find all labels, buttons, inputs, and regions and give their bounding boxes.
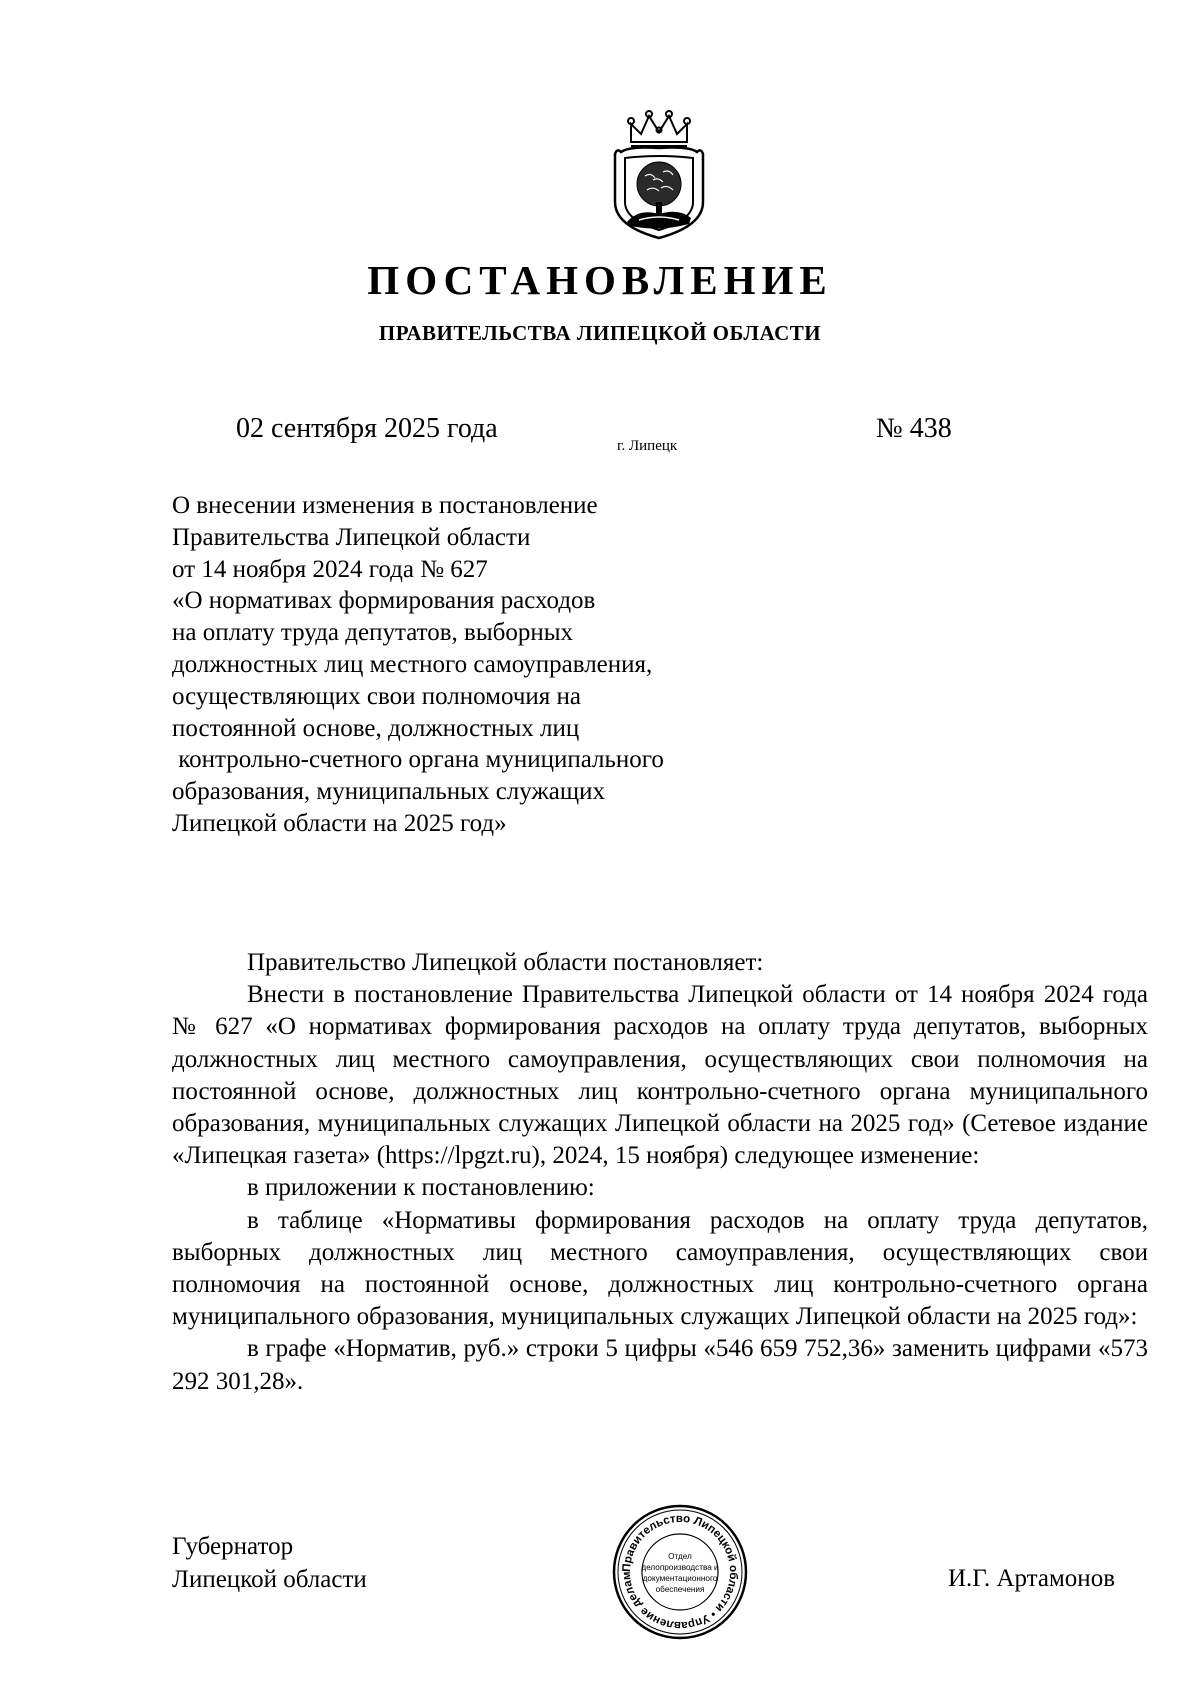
coat-of-arms-icon <box>609 110 709 242</box>
seal-outer-text: Правительство Липецкой области • Управление делам <box>620 1512 740 1632</box>
document-number: № 438 <box>876 413 952 444</box>
official-seal-icon <box>612 1504 748 1640</box>
subject-line: осуществляющих свои полномочия на <box>172 682 582 710</box>
subject-line: должностных лиц местного самоуправления, <box>172 650 653 678</box>
body-paragraph: Внести в постановление Правительства Липецкой области от 14 ноября 2024 года № 627 «О нормативах формирования расходов на оплату труда депутатов, выборных должностных лиц местного самоуправления, осуществляющих свои полномочия на постоянной основе, должностных лиц контрольно-счетного органа муниципального образования, муниципальных служащих Липецкой области на 2025 год» (Сетевое издание «Липецкая газета» (https://lpgzt.ru), 2024, 15 ноября) следующее изменение: <box>172 981 1148 1170</box>
signatory-title <box>172 1530 367 1596</box>
seal-inner-text: обеспечения <box>655 1585 705 1594</box>
document-subject <box>172 490 792 840</box>
seal-inner-text: делопроизводства и <box>641 1563 719 1572</box>
document-subtitle: ПРАВИТЕЛЬСТВА ЛИПЕЦКОЙ ОБЛАСТИ <box>378 321 822 345</box>
subject-line: Правительства Липецкой области <box>172 523 531 551</box>
subject-line: постоянной основе, должностных лиц <box>172 714 580 742</box>
seal-inner-text: Отдел <box>668 1552 692 1561</box>
document-body <box>172 947 1148 1398</box>
seal-inner-text: документационного <box>642 1574 718 1583</box>
subject-line: О внесении изменения в постановление <box>172 492 598 519</box>
document-title: ПОСТАНОВЛЕНИЕ <box>367 257 833 303</box>
subject-line: образования, муниципальных служащих <box>172 778 605 806</box>
subject-line: на оплату труда депутатов, выборных <box>172 619 574 647</box>
document-date: 02 сентября 2025 года <box>236 413 498 444</box>
subject-line: «О нормативах формирования расходов <box>172 587 596 615</box>
signatory-title-line: Губернатор <box>172 1533 294 1560</box>
subject-line: от 14 ноября 2024 года № 627 <box>172 555 488 583</box>
subject-line: Липецкой области на 2025 год» <box>172 809 507 837</box>
document-city: г. Липецк <box>617 438 678 454</box>
body-paragraph: в графе «Норматив, руб.» строки 5 цифры «546 659 752,36» заменить цифрами «573 292 301,28». <box>172 1335 1148 1395</box>
body-paragraph: в приложении к постановлению: <box>247 1174 595 1202</box>
subject-line: контрольно-счетного органа муниципального <box>172 746 664 774</box>
body-paragraph: Правительство Липецкой области постановляет: <box>247 949 764 976</box>
signatory-name: И.Г. Артамонов <box>948 1565 1115 1592</box>
body-paragraph: в таблице «Нормативы формирования расходов на оплату труда депутатов, выборных должностных лиц местного самоуправления, осуществляющих свои полномочия на постоянной основе, должностных лиц контрольно-счетного органа муниципального образования, муниципальных служащих Липецкой области на 2025 год»: <box>172 1206 1148 1331</box>
signatory-title-line: Липецкой области <box>172 1566 367 1593</box>
